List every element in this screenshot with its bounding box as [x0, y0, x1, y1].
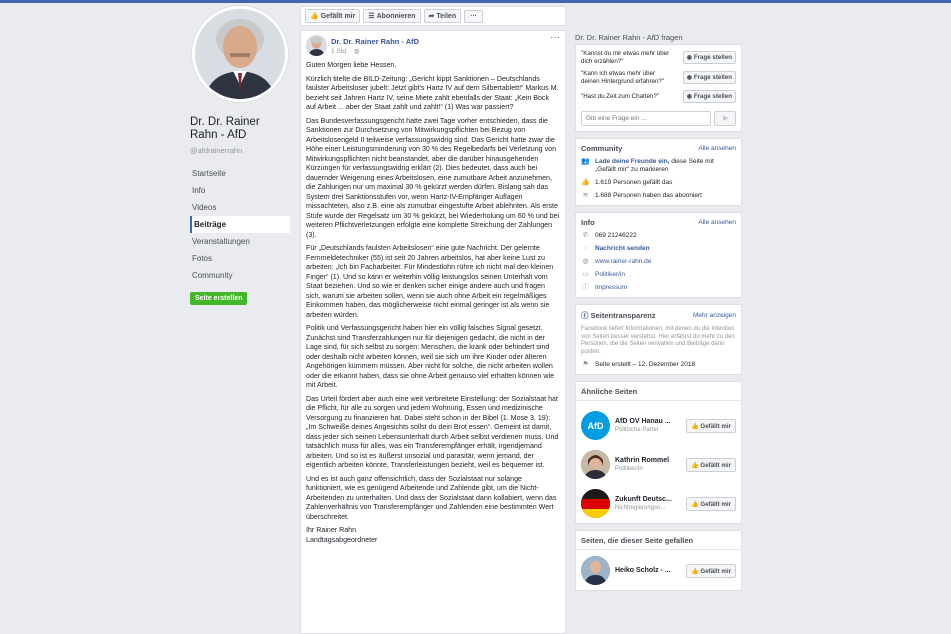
phone-icon: ✆: [582, 232, 589, 239]
similar-page-name[interactable]: AfD OV Hanau ...: [615, 418, 671, 425]
ask-question-button[interactable]: [683, 71, 736, 84]
page-created-date: Seite erstellt – 12. Dezember 2018: [595, 361, 696, 368]
nav-item-videos[interactable]: Videos: [192, 203, 217, 212]
like-label: Gefällt mir: [700, 422, 731, 430]
page-handle[interactable]: @afdrainerrahn: [190, 146, 243, 155]
post-card: [300, 30, 566, 634]
like-label: Gefällt mir: [700, 567, 731, 575]
phone-number: 069 21246222: [595, 232, 637, 239]
like-liked-page-button[interactable]: [686, 564, 736, 578]
likes-row: [581, 179, 736, 187]
post-author-name[interactable]: Dr. Dr. Rainer Rahn - AfD: [331, 37, 420, 46]
question-row: [581, 50, 736, 65]
invite-text: [595, 158, 736, 174]
transparency-card: [575, 304, 742, 375]
ask-question-label: Frage stellen: [693, 74, 732, 81]
flag-icon: ⚑: [582, 361, 589, 368]
post-paragraph: Kürzlich titelte die BILD-Zeitung: „Gericht kippt Sanktionen – Deutschlands faulster Arbeitsloser jubelt: Jetzt gibt's Hartz IV auf dem Silbertablett!“ Markus M. bezieht seit Jahren Hartz IV, seine Miete zahlt ebenfalls der Staat: „Kein Bock auf Arbeit ... aber der Staat zahlt und zahlt!“ (1) Was war passiert?: [306, 74, 559, 111]
thumbs-up-icon: 👍: [690, 422, 699, 430]
share-arrow-icon: ➦: [428, 13, 435, 20]
like-page-button[interactable]: [305, 9, 360, 23]
like-similar-page-button[interactable]: [686, 458, 736, 472]
similar-page-category: Politische Partei: [615, 427, 659, 433]
chat-bubble-icon: ◉: [686, 54, 693, 61]
rss-icon: ≋: [582, 192, 589, 199]
right-column: [575, 44, 742, 591]
similar-page-name[interactable]: Kathrin Rommel: [615, 457, 670, 464]
imprint-link[interactable]: Impressum: [595, 284, 628, 291]
post-paragraph: Für „Deutschlands faulsten Arbeitslosen“ eine gute Nachricht. Der gelernte Fernmeldetechniker (55) ist seit 20 Jahren arbeitslos, hat aber keine Lust zu arbeiten: „Ich bin Facharbeiter. Für Mindestlohn rühre ich nicht mal den kleinen Finger“ (1). Und so kann er weiterhin völlig leistungslos seinen Unterhalt vom Staat beziehen. Und so wie er denken sicher einige andere auch und fragen sich, warum sie arbeiten sollen, wenn sie auch ohne Arbeit ein regelmäßiges Einkommen haben, das möglicherweise nicht einmal geringer ist als wenn sie arbeiten würden.: [306, 244, 554, 319]
rss-icon: ☰: [368, 13, 375, 20]
similar-page-item: [581, 450, 736, 479]
similar-page-category: Nichtregierungso...: [615, 505, 666, 511]
post-paragraph: Das Bundesverfassungsgericht hatte zwei Tage vorher entschieden, dass die Sanktionen zur Durchsetzung von Mitwirkungspflichten bei Bezug von Arbeitslosengeld II teilweise verfassungswidrig sind. Das Gericht hatte zwar die Höhe einer Leistungsminderung von 30 % des Regelbedarfs bei Verletzung von Mitwirkungspflichten nicht beanstandet, aber die darüber hinausgehenden Kürzungen für verfassungswidrig erklärt (2). Dies bedeutet, dass auch bei dauernder Weigerung eines Arbeitslosen, eine zumutbare Arbeit anzunehmen, die Zahlungen nur um maximal 30 % gekürzt werden dürfen. Bislang sah das System drei Sanktionsstufen vor, wenn Hartz-IV-Empfänger Auflagen missachteten, also z.B. eine als zumutbar eingestufte Arbeit ablehnten. Als erste Stufe wurde der Regelsatz um 30 % gekürzt, bei Wiederholung um 60 % und bei weiteren Pflichtverletzungen erfolgte eine komplette Streichung der Zahlungen (3).: [306, 116, 560, 239]
people-icon: 👥: [581, 158, 590, 165]
person-avatar[interactable]: [581, 450, 610, 479]
info-title: [581, 218, 736, 227]
post-author-avatar[interactable]: [306, 35, 327, 56]
divider: [576, 400, 741, 401]
page-nav: [190, 165, 290, 284]
community-heading: Community: [581, 144, 623, 153]
ask-card: [575, 44, 742, 132]
question-row: [581, 90, 736, 103]
share-label: Teilen: [436, 12, 457, 20]
nav-item-community[interactable]: Community: [192, 271, 233, 280]
transparency-text: Facebook liefert Informationen, mit denen du die Intention von Seiten besser verstehst. Hier erfährst du mehr zu den Personen, die die Seiten verwalten und Beiträge darin posten.: [581, 326, 735, 355]
like-label: Gefällt mir: [700, 500, 731, 508]
like-similar-page-button[interactable]: [686, 497, 736, 511]
invite-friends-link[interactable]: Lade deine Freunde ein,: [595, 158, 670, 165]
invite-row: [581, 158, 736, 174]
question-input[interactable]: [581, 111, 711, 126]
ask-header: Dr. Dr. Rainer Rahn - AfD fragen: [575, 33, 683, 42]
thumbs-up-icon: 👍: [310, 13, 319, 20]
website-link[interactable]: www.rainer-rahn.de: [595, 258, 652, 265]
similar-page-category: Politiker/in: [615, 466, 643, 472]
liked-pages-card: [575, 530, 742, 591]
transparency-more-link[interactable]: Mehr anzeigen: [693, 312, 736, 319]
globe-icon: · ◍: [349, 48, 360, 55]
chat-bubble-icon: ◉: [686, 74, 693, 81]
globe-icon: ◍: [582, 258, 589, 265]
signature-name: Ihr Rainer Rahn: [306, 526, 357, 534]
similar-page-info: [615, 496, 681, 511]
info-icon: ⓘ: [582, 284, 589, 291]
category-icon: ▭: [582, 271, 589, 278]
ask-question-label: Frage stellen: [693, 54, 732, 61]
german-flag-image: [581, 489, 610, 518]
created-row: [581, 361, 736, 369]
question-row: [581, 70, 736, 85]
thumbs-up-icon: 👍: [690, 500, 699, 508]
page-title: Dr. Dr. Rainer Rahn - AfD: [190, 116, 260, 141]
post-time-text: 1 Std.: [331, 48, 348, 55]
left-column: [190, 6, 290, 305]
liked-page-name[interactable]: Heiko Scholz - ...: [615, 567, 671, 574]
website-row: [581, 258, 736, 266]
liked-pages-title: Seiten, die dieser Seite gefallen: [581, 536, 694, 545]
post-text: [306, 61, 560, 545]
top-bar: [0, 0, 951, 3]
liked-page-info: [615, 567, 681, 574]
similar-page-info: [615, 418, 681, 433]
afd-logo-avatar[interactable]: AfD: [581, 411, 610, 440]
transparency-title: [581, 310, 736, 321]
similar-page-item: [581, 489, 736, 518]
question-text: "Hast du Zeit zum Chatten?": [581, 92, 659, 100]
person-avatar-image: [581, 450, 610, 479]
like-page-label: Gefällt mir: [320, 12, 356, 20]
signature-role: Landtagsabgeordneter: [306, 535, 378, 544]
flag-avatar[interactable]: [581, 489, 610, 518]
ask-input-row: [581, 111, 736, 126]
ask-question-label: Frage stellen: [693, 93, 732, 100]
post-header: [306, 32, 560, 56]
ask-question-button[interactable]: [683, 51, 736, 64]
nav-item-photos[interactable]: Fotos: [192, 254, 213, 263]
transparency-heading-text: Seitentransparenz: [590, 311, 656, 320]
category-row: [581, 271, 736, 279]
messenger-icon: ◌: [583, 245, 588, 252]
nav-item-home[interactable]: Startseite: [192, 169, 226, 178]
post-paragraph: Politik und Verfassungsgericht haben hier ein völlig falsches Signal gesetzt. Zunächst sind Transferzahlungen nur für diejenigen gedacht, die nicht in der Lage sind, für sich selbst zu sorgen: Menschen, die krank oder behindert sind oder deshalb nicht arbeiten können, weil sie sich um ihre Kinder oder älteren Angehörigen kümmern müssen. Aber nicht für solche, die nicht arbeiten wollen oder die erkannt haben, dass sie ohne Arbeit genauso viel erhalten können wie mit Arbeit.: [306, 324, 555, 389]
create-page-button[interactable]: Seite erstellen: [190, 292, 247, 305]
community-title: [581, 144, 736, 153]
liked-page-item: [581, 556, 736, 585]
post-paragraph: Das Urteil fördert aber auch eine weit verbreitete Einstellung: der Sozialstaat hat die Pflicht, für alle zu sorgen und jedem Wohnung, Essen und medizinische Versorgung zu finanzieren hat. Dabei steht schon in der Bibel (1. Mose 3, 19): „Im Schweiße deines Angesichts sollst du dein Brot essen“. Gemeint ist damit, dass jeder sich seinen Lebensunterhalt durch Arbeit selbst verdienen muss. Und tatsächlich muss für alles, was ein Transferempfänger erhält, irgendjemand arbeiten. Und so ist es äußerst unsozial und parasitär, wenn jemand, der eigentlich arbeiten könnte, Transferleistungen bezieht, weil es bequemer ist.: [306, 394, 559, 469]
send-icon[interactable]: ➤: [714, 111, 736, 126]
nav-item-info[interactable]: Info: [192, 186, 206, 195]
community-see-all-link[interactable]: Alle ansehen: [698, 145, 736, 152]
like-label: Gefällt mir: [700, 461, 731, 469]
invite-text-rest: diese Seite mit „Gefällt mir" zu markieren: [595, 158, 714, 173]
similar-page-info: [615, 457, 681, 472]
facebook-icon: ⓕ: [581, 311, 589, 320]
profile-portrait: [195, 9, 285, 99]
question-text: "Kann ich etwas mehr über deinen Hintergrund erfahren?": [581, 70, 665, 85]
info-see-all-link[interactable]: Alle ansehen: [698, 219, 736, 226]
profile-picture[interactable]: [192, 6, 288, 102]
post-timestamp[interactable]: [331, 47, 419, 55]
message-row: [581, 245, 736, 253]
person-avatar-image: [581, 556, 610, 585]
nav-item-posts[interactable]: Beiträge: [190, 216, 290, 233]
info-card: [575, 212, 742, 298]
person-avatar[interactable]: [581, 556, 610, 585]
similar-page-name[interactable]: Zukunft Deutsc...: [615, 496, 672, 503]
likes-count: 1.619 Personen gefällt das: [595, 179, 673, 186]
similar-page-item: [581, 411, 736, 440]
thumbs-up-icon: 👍: [581, 179, 590, 186]
author-avatar-image: [306, 35, 327, 56]
like-similar-page-button[interactable]: [686, 419, 736, 433]
divider: [576, 549, 741, 550]
send-message-link[interactable]: Nachricht senden: [595, 245, 650, 252]
post-meta: [331, 35, 419, 55]
transparency-heading: [581, 310, 656, 321]
phone-row: [581, 232, 736, 240]
followers-count: 1.688 Personen haben das abonniert: [595, 192, 702, 199]
similar-pages-title: Ähnliche Seiten: [581, 387, 638, 396]
ask-question-button[interactable]: [683, 90, 736, 103]
post-paragraph: Und es ist auch ganz offensichtlich, dass der Sozialstaat nur solange funktioniert, wie es genügend Arbeitende und Zahlende gibt, um die Nicht-Arbeitenden zu unterhalten. Und dass der Sozialstaat dann kollabiert, wenn das Zahlenverhältnis von Transferempfänger und Zahlenden eine bestimmten Wert überschreitet.: [306, 474, 557, 521]
nav-item-events[interactable]: Veranstaltungen: [192, 237, 250, 246]
share-button[interactable]: [424, 9, 462, 23]
thumbs-up-icon: 👍: [690, 461, 699, 469]
page-action-bar: [300, 6, 566, 26]
similar-pages-card: [575, 381, 742, 524]
subscribe-label: Abonnieren: [376, 12, 416, 20]
community-card: [575, 138, 742, 206]
info-heading: Info: [581, 218, 595, 227]
post-signature: [306, 526, 560, 545]
followers-row: [581, 192, 736, 200]
more-options-button[interactable]: ···: [464, 10, 483, 23]
imprint-row: [581, 284, 736, 292]
post-paragraph: Guten Morgen liebe Hessen,: [306, 61, 397, 69]
category-link[interactable]: Politiker/in: [595, 271, 625, 278]
question-text: "Kannst du mir etwas mehr über dich erzählen?": [581, 50, 670, 65]
post-options-icon[interactable]: ···: [550, 32, 560, 43]
thumbs-up-icon: 👍: [690, 567, 699, 575]
chat-bubble-icon: ◉: [686, 93, 693, 100]
subscribe-button[interactable]: [363, 9, 420, 23]
